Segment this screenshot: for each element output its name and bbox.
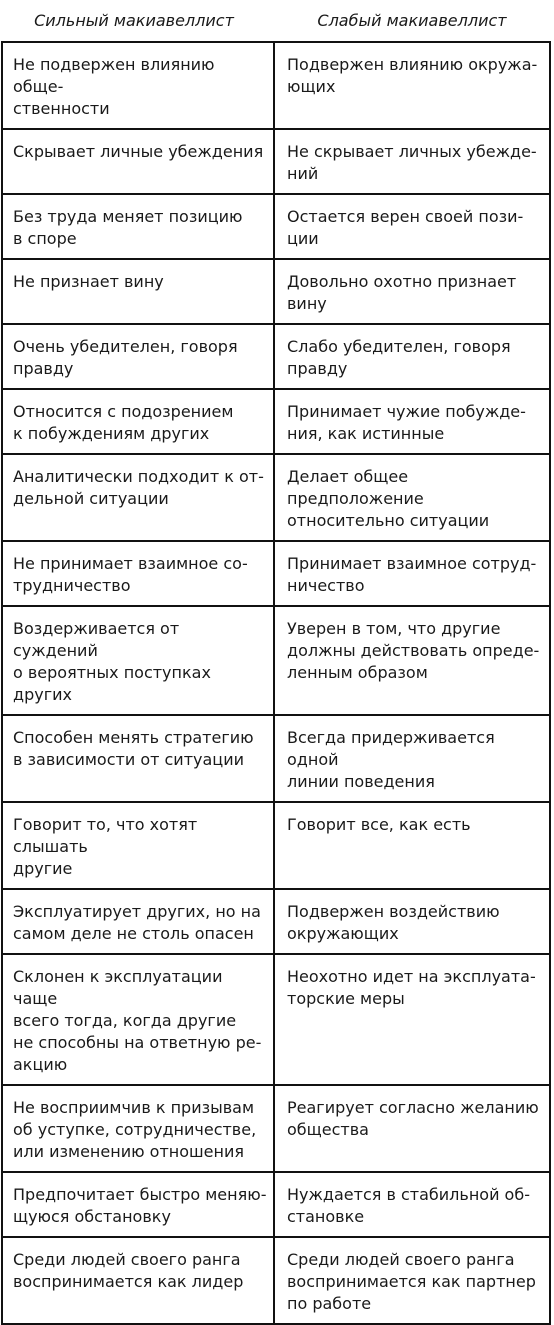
- strong-trait-cell: Скрывает личные убеждения: [2, 129, 274, 194]
- table-row: [2, 1172, 550, 1237]
- table-row: [2, 259, 550, 324]
- strong-trait-cell: Склонен к эксплуатации чаще всего тогда, когда другие не способны на ответную ре- акцию: [2, 954, 274, 1085]
- table-row: [2, 42, 550, 129]
- header-row: [2, 0, 550, 42]
- strong-trait-cell: Говорит то, что хотят слышать другие: [2, 802, 274, 889]
- weak-trait-cell: Реагирует согласно желанию общества: [274, 1085, 550, 1172]
- strong-trait-cell: Воздерживается от суждений о вероятных поступках других: [2, 606, 274, 715]
- strong-trait-cell: Не признает вину: [2, 259, 274, 324]
- table-row: [2, 454, 550, 541]
- weak-trait-cell: Делает общее предположение относительно ситуации: [274, 454, 550, 541]
- table-row: [2, 802, 550, 889]
- strong-trait-cell: Предпочитает быстро меняю- щуюся обстановку: [2, 1172, 274, 1237]
- strong-trait-cell: Среди людей своего ранга воспринимается как лидер: [2, 1237, 274, 1324]
- table-row: [2, 389, 550, 454]
- strong-trait-cell: Эксплуатирует других, но на самом деле не столь опасен: [2, 889, 274, 954]
- strong-trait-cell: Способен менять стратегию в зависимости от ситуации: [2, 715, 274, 802]
- table-row: [2, 889, 550, 954]
- table-row: [2, 541, 550, 606]
- weak-trait-cell: Говорит все, как есть: [274, 802, 550, 889]
- weak-trait-cell: Не скрывает личных убежде- ний: [274, 129, 550, 194]
- strong-column-header: Сильный макиавеллист: [2, 0, 274, 42]
- weak-trait-cell: Слабо убедителен, говоря правду: [274, 324, 550, 389]
- weak-trait-cell: Остается верен своей пози- ции: [274, 194, 550, 259]
- strong-trait-cell: Относится с подозрением к побуждениям других: [2, 389, 274, 454]
- weak-trait-cell: Всегда придерживается одной линии поведения: [274, 715, 550, 802]
- weak-trait-cell: Нуждается в стабильной об- становке: [274, 1172, 550, 1237]
- table-row: [2, 324, 550, 389]
- weak-trait-cell: Подвержен влиянию окружа- ющих: [274, 42, 550, 129]
- strong-trait-cell: Не принимает взаимное со- трудничество: [2, 541, 274, 606]
- table-row: [2, 1237, 550, 1324]
- weak-trait-cell: Среди людей своего ранга воспринимается как партнер по работе: [274, 1237, 550, 1324]
- comparison-table: [1, 0, 551, 1325]
- strong-trait-cell: Не подвержен влиянию обще- ственности: [2, 42, 274, 129]
- table-row: [2, 129, 550, 194]
- weak-trait-cell: Принимает взаимное сотруд- ничество: [274, 541, 550, 606]
- strong-trait-cell: Очень убедителен, говоря правду: [2, 324, 274, 389]
- weak-column-header: Слабый макиавеллист: [274, 0, 550, 42]
- weak-trait-cell: Уверен в том, что другие должны действовать опреде- ленным образом: [274, 606, 550, 715]
- table-row: [2, 1085, 550, 1172]
- strong-trait-cell: Аналитически подходит к от- дельной ситуации: [2, 454, 274, 541]
- strong-trait-cell: Без труда меняет позицию в споре: [2, 194, 274, 259]
- weak-trait-cell: Подвержен воздействию окружающих: [274, 889, 550, 954]
- table-row: [2, 715, 550, 802]
- strong-trait-cell: Не восприимчив к призывам об уступке, сотрудничестве, или изменению отношения: [2, 1085, 274, 1172]
- weak-trait-cell: Неохотно идет на эксплуата- торские меры: [274, 954, 550, 1085]
- table-row: [2, 606, 550, 715]
- table-body: [2, 42, 550, 1324]
- table-row: [2, 954, 550, 1085]
- weak-trait-cell: Довольно охотно признает вину: [274, 259, 550, 324]
- table-row: [2, 194, 550, 259]
- weak-trait-cell: Принимает чужие побужде- ния, как истинные: [274, 389, 550, 454]
